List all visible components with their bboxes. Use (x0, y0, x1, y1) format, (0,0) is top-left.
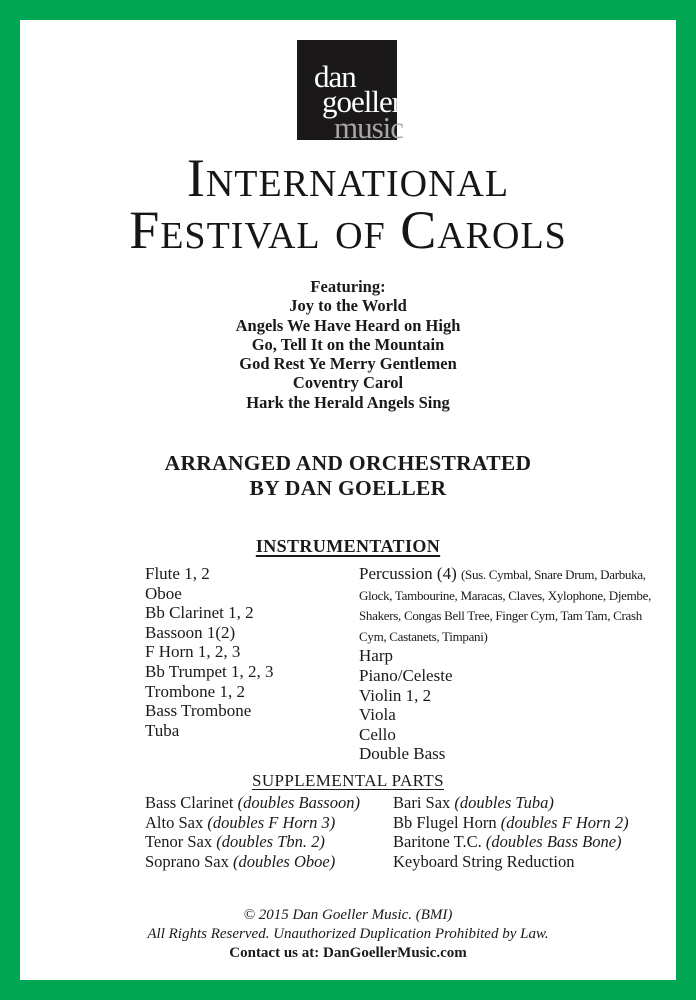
instrument-item: Bb Trumpet 1, 2, 3 (145, 661, 274, 681)
instrument-item: Cello (359, 724, 396, 744)
instrument-item: Bassoon 1(2) (145, 622, 236, 642)
footer (20, 906, 676, 962)
supplemental-list-right (393, 793, 665, 871)
instrument-item: Trombone 1, 2 (145, 681, 245, 701)
song-item: Hark the Herald Angels Sing (246, 392, 450, 412)
rights-line: All Rights Reserved. Unauthorized Duplication Prohibited by Law. (147, 925, 549, 942)
logo-word-music: music (334, 109, 404, 145)
percussion-name: Percussion (4) (359, 564, 457, 583)
title-line-1: International (186, 148, 510, 208)
supplemental-item: Bass Clarinet (doubles Bassoon) (145, 793, 360, 812)
supplemental-list-left (145, 793, 393, 871)
featuring-heading: Featuring: (310, 277, 386, 296)
instrument-list-right (359, 564, 657, 764)
supplemental-item: Alto Sax (doubles F Horn 3) (145, 812, 336, 832)
instrument-item: Oboe (145, 583, 182, 603)
instrument-item: Tuba (145, 720, 180, 740)
instrumentation-heading: INSTRUMENTATION (255, 536, 441, 556)
featuring-list (20, 277, 676, 412)
page-title (20, 148, 676, 260)
instrument-item: Harp (359, 646, 393, 666)
instrumentation-columns (145, 564, 657, 764)
instrument-item: Viola (359, 705, 396, 725)
copyright-line: © 2015 Dan Goeller Music. (BMI) (243, 907, 453, 923)
instrument-item: Violin 1, 2 (359, 685, 432, 705)
doubles-note: (doubles Bassoon) (237, 793, 360, 812)
song-item: Angels We Have Heard on High (235, 315, 461, 335)
supplemental-item: Bb Flugel Horn (doubles F Horn 2) (393, 812, 629, 832)
instrument-item: Flute 1, 2 (145, 564, 210, 583)
song-item: God Rest Ye Merry Gentlemen (239, 354, 457, 374)
contact-line: Contact us at: DanGoellerMusic.com (229, 944, 467, 961)
arranger-line-2: BY DAN GOELLER (249, 475, 447, 500)
doubles-note: (doubles F Horn 2) (500, 812, 629, 832)
instrument-item: F Horn 1, 2, 3 (145, 642, 241, 662)
supplemental-item: Soprano Sax (doubles Oboe) (145, 851, 336, 871)
doubles-note: (doubles Tbn. 2) (216, 832, 325, 851)
supplemental-heading: SUPPLEMENTAL PARTS (251, 771, 445, 790)
song-item: Coventry Carol (292, 373, 404, 393)
doubles-note: (doubles F Horn 3) (207, 812, 336, 832)
song-item: Go, Tell It on the Mountain (251, 334, 445, 354)
arranger-line-1: ARRANGED AND ORCHESTRATED (164, 451, 532, 475)
title-line-2: Festival of Carols (129, 200, 567, 260)
instrument-item: Piano/Celeste (359, 665, 453, 685)
supplemental-item: Baritone T.C. (doubles Bass Bone) (393, 832, 622, 851)
doubles-note: (doubles Oboe) (233, 851, 336, 871)
percussion-detail: (Sus. Cymbal, Snare Drum, Darbuka, Glock, Tambourine, Maracas, Claves, Xylophone, Djembe, Shakers, Congas Bell Tree, Finger Cym, Tam Tam, Crash Cym, Castanets, Timpani) (359, 567, 652, 644)
instrument-list-left (145, 564, 359, 764)
instrument-item: Double Bass (359, 744, 446, 764)
instrument-item: Bb Clarinet 1, 2 (145, 603, 254, 623)
publisher-logo (297, 40, 404, 145)
percussion-item (359, 564, 657, 646)
doubles-note: (doubles Bass Bone) (485, 832, 622, 851)
logo-word-dan: dan (314, 59, 356, 94)
arranger-credit (20, 451, 676, 500)
supplemental-item: Bari Sax (doubles Tuba) (393, 793, 554, 812)
doubles-note: (doubles Tuba) (454, 793, 554, 812)
song-item: Joy to the World (289, 296, 407, 316)
logo-word-goeller: goeller (322, 84, 402, 120)
supplemental-item: Keyboard String Reduction (393, 851, 575, 871)
supplemental-item: Tenor Sax (doubles Tbn. 2) (145, 832, 325, 851)
instrument-item: Bass Trombone (145, 701, 252, 721)
supplemental-columns (145, 793, 665, 871)
